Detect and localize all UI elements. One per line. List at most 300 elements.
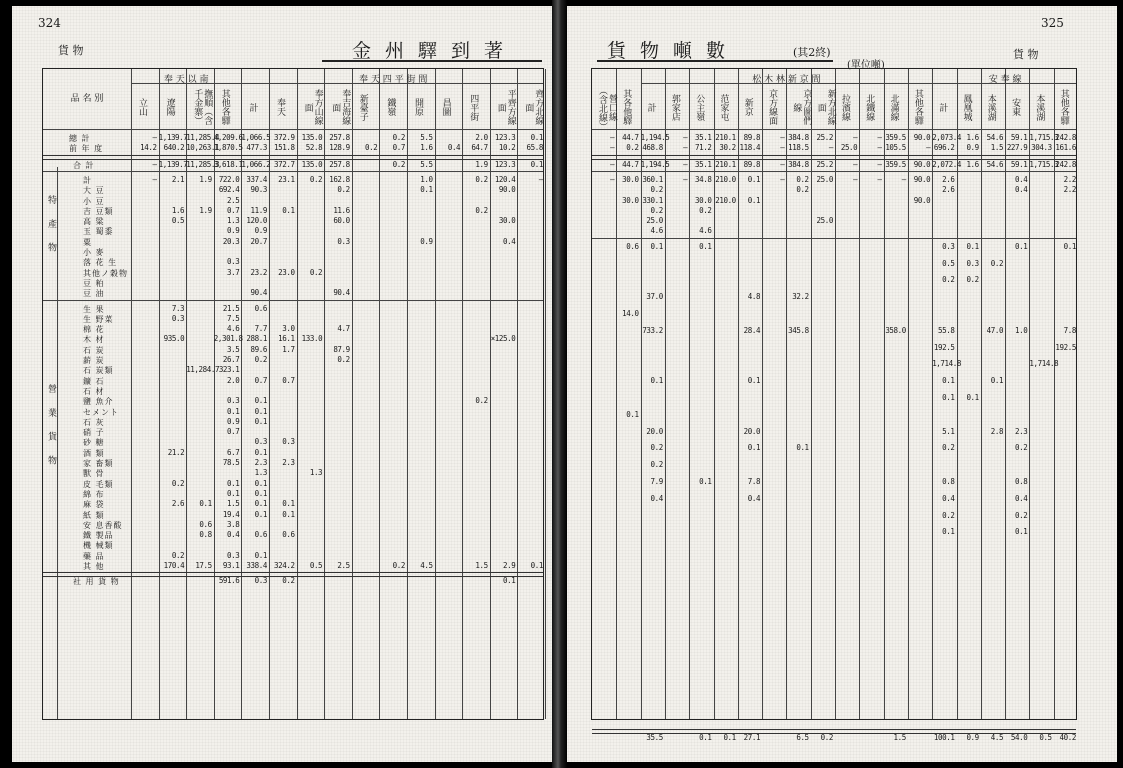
cell-value: 0.2 — [392, 133, 405, 142]
cell-value: 0.1 — [942, 527, 955, 537]
cell-value: 0.2 — [475, 396, 488, 406]
row-label: 粟 — [83, 237, 92, 247]
cell-value: 359.5 — [885, 133, 906, 142]
cell-value: 192.5 — [1055, 342, 1076, 352]
cell-value: 372.9 — [274, 133, 295, 142]
cell-value: — — [780, 133, 785, 142]
cell-value: 0.2 — [365, 143, 378, 153]
cell-value: 0.1 — [503, 576, 516, 586]
cell-value: 5.5 — [420, 133, 433, 142]
cell-value: 0.2 — [820, 732, 833, 742]
cell-value: 0.2 — [337, 355, 350, 364]
cell-value: 358.0 — [885, 325, 906, 335]
column-header: 京方線面 — [767, 89, 778, 125]
column-rule — [435, 69, 436, 719]
cell-value: 1.9 — [199, 174, 212, 184]
cell-value: 2.0 — [227, 375, 240, 385]
column-header: 奉方山線面 — [302, 89, 323, 125]
cell-value: — — [683, 174, 688, 184]
cell-value: 0.9 — [227, 226, 240, 236]
cell-value: 44.7 — [622, 133, 639, 142]
cell-value: 0.7 — [227, 427, 240, 437]
cell-value: 28.4 — [743, 325, 761, 335]
row-label: 大 豆 — [83, 186, 105, 196]
cell-value: 7.8 — [1063, 325, 1076, 335]
running-head: 貨 物 — [58, 44, 84, 57]
cell-value: 0.2 — [475, 205, 488, 215]
column-header: 立山 — [137, 98, 147, 116]
cell-value: 54.6 — [986, 159, 1004, 169]
cell-value: 25.0 — [840, 143, 858, 153]
cell-value: 0.1 — [699, 241, 712, 251]
cell-value: 11.9 — [250, 205, 267, 215]
cell-value: 1.5 — [227, 499, 240, 509]
cell-value: 1,066.2 — [241, 159, 271, 169]
cell-value: — — [683, 159, 688, 169]
column-header: 新京 — [742, 98, 753, 116]
row-label: 其 他 — [83, 562, 105, 571]
cell-value: 59.1 — [1010, 133, 1028, 142]
cell-value: 25.2 — [816, 133, 833, 142]
cell-value: ×125.0 — [490, 334, 516, 344]
cell-value: 0.4 — [1015, 174, 1028, 184]
column-header: 奉吉海線面 — [330, 89, 351, 125]
column-header: 其他各驛 — [219, 89, 230, 125]
cell-value: 133.0 — [301, 334, 323, 344]
title-underline — [597, 60, 833, 62]
cell-value: 52.8 — [305, 143, 323, 153]
cell-value: 90.0 — [913, 174, 931, 184]
region-header-houten-ikou: 奉 天 以 南 — [163, 75, 209, 85]
row-label: 麻 袋 — [83, 500, 105, 510]
cell-value: 0.4 — [650, 493, 663, 503]
item-column-label: 品 名 別 — [70, 94, 104, 104]
row-label: 合 計 — [73, 160, 95, 170]
cell-value: 105.5 — [885, 143, 906, 153]
cell-value: — — [683, 133, 688, 142]
cell-value: 90.0 — [913, 133, 931, 142]
cell-value: 0.1 — [254, 447, 267, 457]
cell-value: 330.1 — [642, 195, 663, 205]
cell-value: 20.3 — [222, 236, 240, 246]
cell-value: 2,073.4 — [932, 133, 961, 142]
cell-value: 25.0 — [646, 216, 663, 226]
cell-value: 23.0 — [278, 267, 295, 277]
column-rule — [352, 69, 353, 719]
cell-value: 60.0 — [333, 216, 350, 226]
cell-value: 288.1 — [246, 334, 267, 344]
cell-value: 0.2 — [650, 185, 663, 195]
cell-value: 0.1 — [530, 159, 543, 169]
cell-value: 1.9 — [475, 159, 488, 169]
cell-value: 2,301.8 — [213, 334, 243, 344]
cell-value: 0.1 — [254, 509, 267, 519]
cell-value: 1,870.5 — [213, 143, 243, 153]
cell-value: 337.4 — [246, 174, 267, 184]
column-header: 新方北線面 — [815, 89, 836, 125]
cell-value: 242.8 — [1055, 159, 1076, 169]
cell-value: 1.7 — [282, 344, 295, 354]
cell-value: 1.6 — [171, 205, 185, 215]
cell-value: 210.0 — [715, 195, 736, 205]
cell-value: 54.6 — [986, 133, 1004, 142]
cell-value: — — [853, 159, 858, 169]
cell-value: 1.6 — [966, 159, 979, 169]
cell-value: 3.5 — [227, 344, 240, 354]
cell-value: 0.7 — [254, 375, 267, 385]
cell-value: 2,072.4 — [932, 159, 961, 169]
cell-value: 1.0 — [420, 174, 433, 184]
row-label: 棉 花 — [83, 325, 105, 335]
cell-value: 0.1 — [254, 406, 267, 416]
cell-value: — — [152, 133, 157, 142]
cell-value: 14.2 — [140, 143, 157, 153]
double-rule — [592, 729, 1076, 734]
cell-value: 0.3 — [942, 241, 955, 251]
cell-value: — — [926, 143, 931, 153]
cell-value: 35.1 — [695, 159, 712, 169]
cell-value: 0.2 — [392, 561, 405, 570]
cell-value: 0.1 — [227, 406, 240, 416]
row-label: 綿 布 — [83, 489, 105, 499]
cell-value: 2.3 — [282, 458, 295, 467]
cell-value: 0.1 — [747, 174, 761, 184]
row-label: 皮 毛類 — [83, 479, 114, 489]
cell-value: 0.2 — [171, 478, 185, 488]
cell-value: 360.1 — [642, 174, 663, 184]
cell-value: 0.1 — [282, 205, 295, 215]
cell-value: 0.5 — [1039, 732, 1052, 742]
cell-value: 7.3 — [171, 303, 185, 313]
cell-value: 11,285.3 — [186, 159, 220, 169]
cell-value: 0.1 — [966, 241, 979, 251]
column-header: 昌圖 — [440, 98, 451, 116]
cell-value: 210.1 — [715, 159, 736, 169]
cell-value: 696.2 — [933, 143, 955, 153]
cell-value: 162.8 — [329, 174, 350, 184]
cell-value: — — [853, 133, 858, 142]
row-label: 社 用 貨 物 — [73, 577, 120, 587]
cell-value: 384.8 — [788, 159, 809, 169]
group-label-tokusan: 特 產 物 — [46, 194, 56, 258]
cell-value: 65.8 — [526, 143, 543, 153]
cell-value: 1,194.5 — [640, 133, 670, 142]
column-header: 鐵嶺 — [385, 98, 396, 116]
column-header: 平齊方線面 — [495, 89, 516, 125]
header-bottom-rule — [592, 129, 1076, 130]
cell-value: 0.9 — [420, 236, 433, 246]
cell-value: 90.3 — [250, 185, 267, 195]
cell-value: 0.1 — [1015, 527, 1028, 537]
column-header: 拉濱線 — [840, 93, 850, 121]
cell-value: 0.6 — [254, 303, 267, 313]
cell-value: 78.5 — [222, 458, 240, 467]
cell-value: 35.5 — [646, 732, 663, 742]
cell-value: 93.1 — [222, 561, 240, 570]
cell-value: 170.4 — [163, 561, 185, 570]
cell-value: 0.1 — [530, 133, 543, 142]
cell-value: 0.9 — [966, 732, 979, 742]
cell-value: 0.1 — [227, 488, 240, 498]
cell-value: — — [610, 174, 615, 184]
cell-value: — — [610, 159, 615, 169]
cell-value: 7.8 — [747, 476, 761, 486]
column-header: 新臺子 — [357, 93, 368, 121]
row-label: 石 炭類 — [83, 366, 114, 376]
cell-value: 25.0 — [816, 174, 833, 184]
cell-value: 11.6 — [333, 205, 350, 215]
header-bottom-rule — [43, 129, 543, 130]
cell-value: 0.2 — [171, 550, 185, 560]
column-header: 安東 — [1010, 98, 1021, 116]
section-rule — [43, 300, 543, 301]
left-freight-table — [42, 68, 544, 720]
cell-value: 0.1 — [699, 732, 712, 742]
cell-value: 0.2 — [1015, 443, 1028, 453]
cell-value: — — [780, 159, 785, 169]
cell-value: 1.5 — [990, 143, 1004, 153]
cell-value: 90.0 — [498, 185, 516, 195]
row-label: 藥 品 — [83, 551, 105, 561]
cell-value: 1,139.7 — [158, 159, 188, 169]
cell-value: — — [780, 174, 785, 184]
cell-value: 0.1 — [420, 185, 433, 195]
cell-value: 30.0 — [498, 216, 516, 226]
cell-value: 0.2 — [942, 510, 955, 520]
column-header: 郭家店 — [669, 93, 680, 121]
cell-value: 23.1 — [278, 174, 295, 184]
cell-value: 90.0 — [913, 159, 931, 169]
cell-value: 90.4 — [333, 288, 350, 298]
page-title: 金州驛到著 — [352, 40, 518, 62]
row-label: 紙 類 — [83, 510, 105, 520]
cell-value: 21.5 — [222, 303, 240, 313]
cell-value: 118.4 — [739, 143, 761, 153]
cell-value: 2.3 — [1015, 426, 1028, 436]
region-header-houten-shiheigai: 奉 天 四 平 街 間 — [359, 75, 428, 85]
cell-value: 1,194.5 — [640, 159, 670, 169]
cell-value: 0.2 — [1015, 510, 1028, 520]
cell-value: 1.3 — [254, 468, 267, 478]
column-header: 計 — [645, 102, 656, 112]
section-rule — [43, 171, 543, 172]
cell-value: 4,209.6 — [213, 133, 243, 142]
cell-value: 0.6 — [282, 530, 295, 540]
cell-value: 0.2 — [650, 460, 663, 470]
header-rule — [131, 83, 543, 84]
column-header: 其他各驛 — [1058, 89, 1069, 125]
cell-value: 1.5 — [475, 561, 488, 570]
cell-value: 0.7 — [392, 143, 405, 153]
cell-value: 123.3 — [494, 159, 516, 169]
cell-value: 323.1 — [218, 365, 240, 375]
cell-value: 20.7 — [250, 236, 267, 246]
row-label: 鑛 石 — [83, 376, 105, 386]
unit-note: (單位噸) — [847, 60, 885, 71]
cell-value: 21.2 — [167, 447, 185, 457]
cell-value: 20.0 — [743, 426, 761, 436]
cell-value: 0.4 — [227, 530, 240, 540]
cell-value: 0.3 — [227, 396, 240, 406]
row-label: 落 花 生 — [83, 258, 118, 268]
cell-value: 733.2 — [642, 325, 663, 335]
cell-value: 0.2 — [966, 275, 979, 285]
cell-value: 345.8 — [788, 325, 809, 335]
title-underline — [322, 60, 542, 62]
column-header: 京方圖們線 — [791, 89, 812, 125]
cell-value: 4.6 — [699, 226, 712, 236]
row-label: 吉 豆類 — [83, 206, 114, 216]
cell-value: 1.5 — [893, 732, 906, 742]
row-label: 薪 炭 — [83, 356, 105, 365]
row-label: 木 材 — [83, 335, 105, 345]
column-header: 其他各驛 — [912, 89, 923, 125]
cell-value: 0.4 — [942, 493, 955, 503]
row-label: 機 械類 — [83, 541, 114, 551]
cell-value: 3.7 — [227, 267, 240, 277]
cell-value: 0.8 — [942, 476, 955, 486]
cell-value: 6.5 — [796, 732, 809, 742]
row-label: セメント — [83, 407, 119, 417]
cell-value: 2.2 — [1063, 174, 1076, 184]
cell-value: 0.1 — [966, 392, 979, 402]
header-rule — [641, 83, 1076, 84]
row-label: 鐵 製品 — [83, 531, 114, 541]
section-rule — [592, 238, 1076, 239]
cell-value: 2.3 — [254, 458, 267, 467]
region-header-matsumoto: 松 木 林 新 京 間 — [752, 75, 821, 85]
cell-value: 0.1 — [796, 443, 809, 453]
cell-value: — — [877, 159, 882, 169]
cell-value: 89.6 — [250, 344, 267, 354]
cell-value: 0.5 — [171, 216, 185, 226]
row-label: 豆 油 — [83, 289, 105, 299]
cell-value: 20.0 — [646, 426, 663, 436]
cell-value: 0.4 — [503, 236, 516, 246]
cell-value: 0.3 — [282, 437, 295, 447]
cell-value: 1,139.7 — [158, 133, 188, 142]
cell-value: 1.3 — [309, 468, 323, 478]
row-label: 生 果 — [83, 304, 105, 314]
cell-value: 591.6 — [218, 576, 240, 586]
cell-value: 0.2 — [626, 143, 639, 153]
cell-value: 0.1 — [254, 550, 267, 560]
cell-value: 0.3 — [966, 258, 979, 268]
cell-value: 0.8 — [199, 530, 212, 540]
cell-value: 4.5 — [990, 732, 1004, 742]
cell-value: 722.0 — [218, 174, 240, 184]
row-label: 石 灰 — [83, 417, 105, 427]
cell-value: 0.1 — [227, 478, 240, 488]
cell-value: 0.2 — [337, 185, 350, 195]
cell-value: 1.9 — [199, 205, 212, 215]
cell-value: 2.8 — [990, 426, 1004, 436]
cell-value: 0.1 — [1063, 241, 1076, 251]
right-freight-table — [591, 68, 1077, 742]
cell-value: 27.1 — [743, 732, 761, 742]
cell-value: 0.6 — [626, 241, 639, 251]
cell-value: 0.5 — [309, 561, 323, 570]
cell-value: 304.3 — [1031, 143, 1052, 153]
running-head: 貨 物 — [1013, 48, 1039, 61]
cell-value: 2.6 — [942, 174, 955, 184]
cell-value: 32.2 — [792, 292, 809, 302]
group-label-eigyo: 營 業 貨 物 — [46, 383, 56, 471]
right-page — [567, 6, 1117, 762]
cell-value: 0.1 — [747, 443, 761, 453]
cell-value: 0.1 — [254, 488, 267, 498]
cell-value: 0.1 — [1015, 241, 1028, 251]
row-label: 前 年 度 — [69, 144, 104, 154]
cell-value: 0.2 — [942, 275, 955, 285]
cell-value: 19.4 — [222, 509, 240, 519]
cell-value: — — [610, 143, 615, 153]
cell-value: 0.3 — [227, 550, 240, 560]
cell-value: 1.6 — [966, 133, 979, 142]
page-title: 貨物噸數 — [607, 40, 740, 62]
cell-value: 1.0 — [1015, 325, 1028, 335]
row-label: 家 畜類 — [83, 459, 114, 468]
cell-value: 2.6 — [171, 499, 185, 509]
cell-value: 0.4 — [1015, 493, 1028, 503]
cell-value: 1,714.8 — [1029, 359, 1059, 369]
cell-value: 30.0 — [695, 195, 712, 205]
left-page — [12, 6, 552, 762]
cell-value: 71.2 — [695, 143, 712, 153]
row-label: 鹽 魚介 — [83, 397, 114, 407]
row-label: 硝 子 — [83, 428, 105, 438]
row-label: 玉 蜀黍 — [83, 227, 114, 237]
column-header: 遼陽 — [164, 98, 175, 116]
cell-value: 1,715.3 — [1029, 159, 1059, 169]
cell-value: 384.8 — [788, 133, 809, 142]
cell-value: 0.7 — [282, 375, 295, 385]
column-header: 四平街 — [468, 93, 479, 121]
row-label: 安 息香酸 — [83, 520, 123, 530]
cell-value: 14.0 — [622, 308, 639, 318]
cell-value: 161.6 — [1055, 143, 1076, 153]
cell-value: — — [610, 133, 615, 142]
column-header: 本溪湖 — [1034, 93, 1045, 121]
cell-value: 2.2 — [1063, 185, 1076, 195]
cell-value: 0.2 — [796, 174, 809, 184]
column-header: 北鐵線 — [864, 93, 875, 121]
column-header: 范家屯 — [718, 93, 729, 121]
cell-value: 692.4 — [218, 185, 240, 195]
cell-value: — — [901, 174, 906, 184]
row-label: 砂 糖 — [83, 438, 105, 448]
cell-value: 0.2 — [796, 185, 809, 195]
cell-value: 0.3 — [171, 313, 185, 323]
cell-value: 0.1 — [942, 392, 955, 402]
cell-value: 0.9 — [227, 416, 240, 426]
cell-value: 59.1 — [1010, 159, 1028, 169]
cell-value: 257.8 — [329, 133, 350, 142]
cell-value: 0.2 — [650, 205, 663, 215]
row-label: 生 野菜 — [83, 314, 114, 324]
cell-value: 4.6 — [227, 324, 240, 334]
column-header: 其各他驛 — [621, 89, 632, 125]
cell-value: 30.0 — [622, 195, 639, 205]
cell-value: 0.2 — [650, 443, 663, 453]
cell-value: 0.2 — [699, 205, 712, 215]
cell-value: 0.6 — [199, 519, 212, 529]
column-header: 公主嶺 — [694, 93, 705, 121]
cell-value: 11,284.7 — [186, 365, 220, 375]
cell-value: 100.1 — [933, 732, 955, 742]
cell-value: 0.9 — [254, 226, 267, 236]
cell-value: 1,715.3 — [1029, 133, 1059, 142]
